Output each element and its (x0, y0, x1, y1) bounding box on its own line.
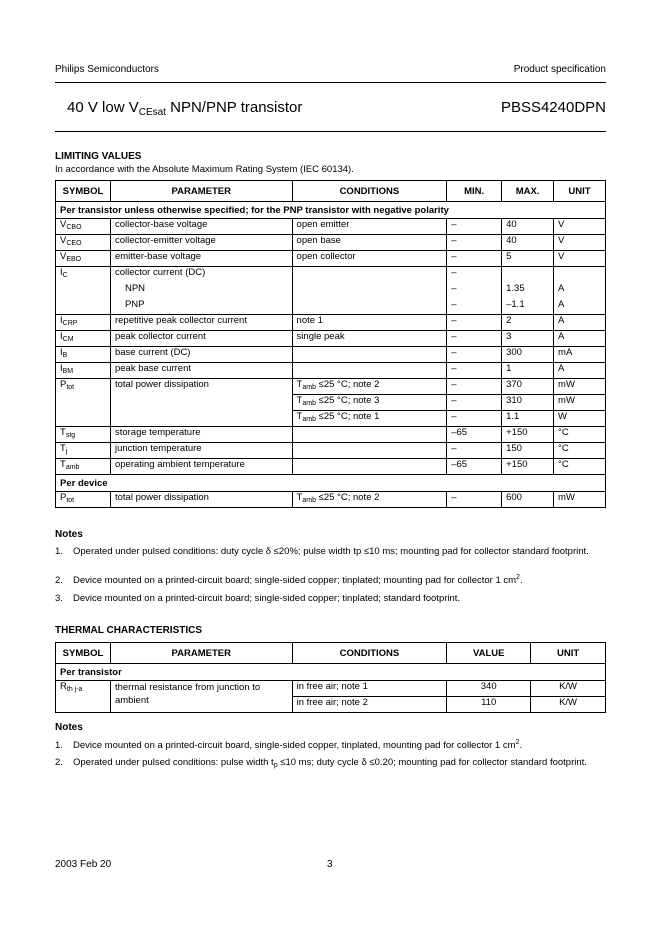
conditions-cell: note 1 (292, 315, 447, 331)
th-unit: UNIT (531, 643, 606, 664)
unit-cell: A (554, 315, 606, 331)
page-number: 3 (327, 859, 333, 870)
th-conditions: CONDITIONS (292, 643, 447, 664)
symbol-cell (56, 395, 111, 411)
symbol-cell: $V_{CBO}$ (56, 219, 111, 235)
notes-heading: Notes (55, 529, 83, 540)
parameter-cell (110, 411, 292, 427)
symbol-cell: $V_{EBO}$ (56, 251, 111, 267)
symbol-cell: $P_{tot}$ (56, 379, 111, 395)
group-per-transistor: Per transistor unless otherwise specified; for the PNP transistor with negative polarity (56, 202, 606, 219)
table-row (56, 411, 606, 427)
thermal-value-2: 110 (447, 697, 531, 713)
min-cell: – (447, 299, 502, 315)
parameter-cell: peak base current (110, 363, 292, 379)
title-rule (55, 131, 606, 132)
unit-cell: A (554, 299, 606, 315)
min-cell: – (447, 347, 502, 363)
min-cell: – (447, 411, 502, 427)
unit-cell: A (554, 331, 606, 347)
min-cell: – (447, 492, 502, 508)
min-cell: – (447, 235, 502, 251)
page-title: 40 V low $V_{CEsat}$ NPN/PNP transistor (67, 99, 303, 118)
unit-cell: °C (554, 427, 606, 443)
table-row (56, 235, 606, 251)
conditions-cell (292, 427, 447, 443)
symbol-cell (56, 299, 111, 315)
unit-cell: V (554, 219, 606, 235)
conditions-cell: $T_{amb} \le 25$ °C; note 2 (292, 379, 447, 395)
max-cell: 1.35 (502, 283, 554, 299)
min-cell: – (447, 363, 502, 379)
symbol-cell: $I_{CM}$ (56, 331, 111, 347)
unit-cell: mA (554, 347, 606, 363)
unit-cell: V (554, 235, 606, 251)
conditions-cell: $T_{amb} \le 25$ °C; note 3 (292, 395, 447, 411)
col-conditions: CONDITIONS (292, 181, 447, 202)
table-row (56, 299, 606, 315)
table-header-row (56, 181, 606, 202)
thermal-parameter: thermal resistance from junction to ambient (110, 681, 292, 713)
parameter-cell: collector-emitter voltage (110, 235, 292, 251)
conditions-cell: open base (292, 235, 447, 251)
thermal-unit-2: K/W (531, 697, 606, 713)
min-cell: –65 (447, 459, 502, 475)
parameter-cell: junction temperature (110, 443, 292, 459)
th-symbol: SYMBOL (56, 643, 111, 664)
thermal-note-1: 1. Device mounted on a printed-circuit board, single-sided copper, tinplated, mounting pad for collector 1 $cm^2$. (55, 739, 523, 751)
max-cell: 1 (502, 363, 554, 379)
th-parameter: PARAMETER (110, 643, 292, 664)
parameter-cell: emitter-base voltage (110, 251, 292, 267)
table-row (56, 459, 606, 475)
col-max: MAX. (502, 181, 554, 202)
symbol-cell: $T_j$ (56, 443, 111, 459)
conditions-cell (292, 363, 447, 379)
parameter-cell: collector-base voltage (110, 219, 292, 235)
limiting-intro: In accordance with the Absolute Maximum Rating System (IEC 60134). (55, 164, 354, 175)
table-row (56, 395, 606, 411)
thermal-symbol: $R_{th j-a}$ (56, 681, 111, 713)
parameter-cell: total power dissipation (110, 379, 292, 395)
max-cell: 40 (502, 219, 554, 235)
table-row (56, 283, 606, 299)
max-cell: 310 (502, 395, 554, 411)
thermal-table (55, 642, 606, 713)
table-row (56, 443, 606, 459)
symbol-cell: $T_{amb}$ (56, 459, 111, 475)
table-row (56, 315, 606, 331)
parameter-cell: peak collector current (110, 331, 292, 347)
notes2-heading: Notes (55, 722, 83, 733)
conditions-cell: $T_{amb} \le 25$ °C; note 2 (292, 492, 447, 508)
parameter-cell: PNP (110, 299, 292, 315)
col-symbol: SYMBOL (56, 181, 111, 202)
col-unit: UNIT (554, 181, 606, 202)
min-cell: – (447, 443, 502, 459)
parameter-cell: NPN (110, 283, 292, 299)
th-value: VALUE (447, 643, 531, 664)
conditions-cell (292, 299, 447, 315)
conditions-cell: single peak (292, 331, 447, 347)
table-row (56, 492, 606, 508)
conditions-cell: open emitter (292, 219, 447, 235)
thermal-value-1: 340 (447, 681, 531, 697)
max-cell: 370 (502, 379, 554, 395)
footer-date: 2003 Feb 20 (55, 859, 112, 870)
max-cell: 40 (502, 235, 554, 251)
unit-cell: mW (554, 395, 606, 411)
unit-cell: A (554, 363, 606, 379)
table-row (56, 331, 606, 347)
conditions-cell: open collector (292, 251, 447, 267)
note-1: 1. Operated under pulsed conditions: duty cycle δ ≤20%; pulse width tp ≤10 ms; mounting pad for collector standard footprint. (55, 546, 589, 557)
min-cell: – (447, 315, 502, 331)
company-name: Philips Semiconductors (55, 64, 159, 75)
table-row (56, 363, 606, 379)
col-parameter: PARAMETER (110, 181, 292, 202)
parameter-cell: repetitive peak collector current (110, 315, 292, 331)
table-row (56, 251, 606, 267)
min-cell: – (447, 283, 502, 299)
parameter-cell: operating ambient temperature (110, 459, 292, 475)
header-rule (55, 82, 606, 83)
max-cell: 1.1 (502, 411, 554, 427)
table-row (56, 379, 606, 395)
min-cell: – (447, 267, 502, 283)
group-per-device: Per device (56, 475, 606, 492)
min-cell: – (447, 331, 502, 347)
parameter-cell: storage temperature (110, 427, 292, 443)
unit-cell: mW (554, 379, 606, 395)
min-cell: – (447, 251, 502, 267)
conditions-cell: $T_{amb} \le 25$ °C; note 1 (292, 411, 447, 427)
max-cell: 2 (502, 315, 554, 331)
symbol-cell: $I_B$ (56, 347, 111, 363)
symbol-cell: $I_{BM}$ (56, 363, 111, 379)
parameter-cell: base current (DC) (110, 347, 292, 363)
parameter-cell: total power dissipation (110, 492, 292, 508)
table-row (56, 267, 606, 283)
unit-cell: W (554, 411, 606, 427)
note-3: 3. Device mounted on a printed-circuit board; single-sided copper; tinplated; standard footprint. (55, 593, 461, 604)
max-cell: +150 (502, 459, 554, 475)
doc-type: Product specification (513, 64, 606, 75)
symbol-cell: $I_C$ (56, 267, 111, 283)
conditions-cell (292, 443, 447, 459)
conditions-cell (292, 283, 447, 299)
symbol-cell: $I_{CRP}$ (56, 315, 111, 331)
col-min: MIN. (447, 181, 502, 202)
unit-cell: A (554, 283, 606, 299)
unit-cell (554, 267, 606, 283)
unit-cell: °C (554, 443, 606, 459)
max-cell: 600 (502, 492, 554, 508)
max-cell: 5 (502, 251, 554, 267)
max-cell: +150 (502, 427, 554, 443)
symbol-cell: $V_{CEO}$ (56, 235, 111, 251)
min-cell: – (447, 379, 502, 395)
max-cell (502, 267, 554, 283)
min-cell: –65 (447, 427, 502, 443)
unit-cell: °C (554, 459, 606, 475)
max-cell: 3 (502, 331, 554, 347)
symbol-cell: $P_{tot}$ (56, 492, 111, 508)
thermal-unit-1: K/W (531, 681, 606, 697)
min-cell: – (447, 395, 502, 411)
conditions-cell (292, 459, 447, 475)
thermal-cond-1: in free air; note 1 (292, 681, 447, 697)
thermal-cond-2: in free air; note 2 (292, 697, 447, 713)
table-row (56, 347, 606, 363)
max-cell: –1.1 (502, 299, 554, 315)
thermal-heading: THERMAL CHARACTERISTICS (55, 625, 203, 636)
note-2: 2. Device mounted on a printed-circuit board; single-sided copper; tinplated; mounting pad for collector 1 $cm^2$. (55, 574, 523, 586)
symbol-cell (56, 411, 111, 427)
thermal-group: Per transistor (56, 664, 606, 681)
parameter-cell: collector current (DC) (110, 267, 292, 283)
table-row (56, 219, 606, 235)
limiting-heading: LIMITING VALUES (55, 151, 142, 162)
min-cell: – (447, 219, 502, 235)
symbol-cell (56, 283, 111, 299)
unit-cell: mW (554, 492, 606, 508)
thermal-note-2: 2. Operated under pulsed conditions: pulse width $t_p \le 10$ ms; duty cycle δ ≤0.20; mounting pad for collector standard footprint. (55, 757, 587, 769)
unit-cell: V (554, 251, 606, 267)
conditions-cell (292, 347, 447, 363)
symbol-cell: $T_{stg}$ (56, 427, 111, 443)
parameter-cell (110, 395, 292, 411)
conditions-cell (292, 267, 447, 283)
part-number: PBSS4240DPN (500, 99, 606, 116)
max-cell: 150 (502, 443, 554, 459)
limiting-values-table (55, 180, 606, 508)
table-row (56, 427, 606, 443)
max-cell: 300 (502, 347, 554, 363)
